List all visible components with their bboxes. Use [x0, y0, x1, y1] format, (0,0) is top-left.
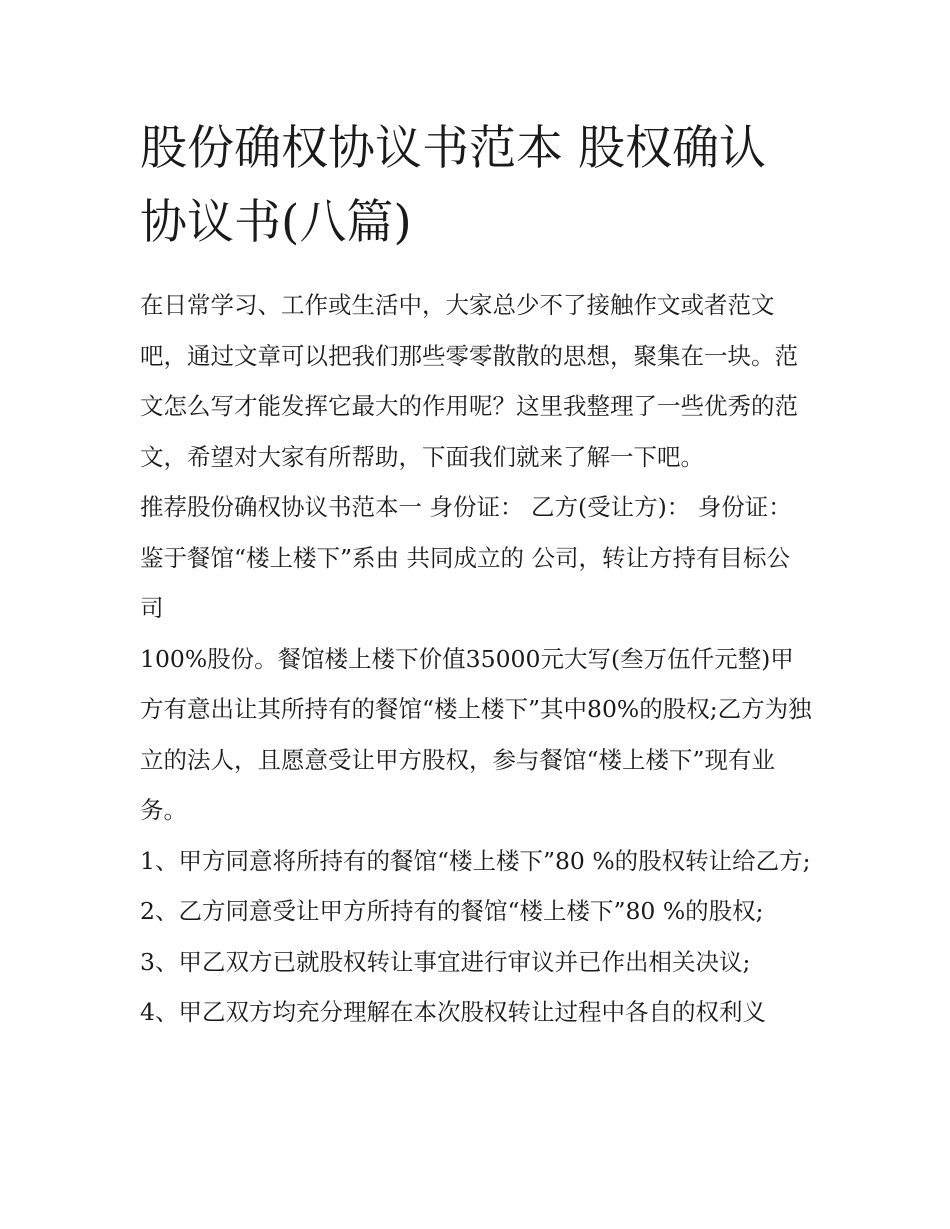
document-page [140, 112, 812, 1038]
paragraph-intro: 在日常学习、工作或生活中，大家总少不了接触作文或者范文吧，通过文章可以把我们那些零零散散的思想，聚集在一块。范文怎么写才能发挥它最大的作用呢？这里我整理了一些优秀的范文，希望对大家有所帮助，下面我们就来了解一下吧。 [140, 291, 798, 471]
paragraph-clause-3: 3、甲乙双方已就股权转让事宜进行审议并已作出相关决议; [140, 947, 751, 976]
document-title: 股份确权协议书范本 股权确认协议书(八篇) [140, 121, 766, 250]
paragraph-shares: 100%股份。餐馆楼上楼下价值35000元大写(叁万伍仟元整)甲方有意出让其所持有的餐馆“楼上楼下”其中80%的股权;乙方为独立的法人，且愿意受让甲方股权，参与餐馆“楼上楼下”现有业务。 [140, 644, 812, 824]
paragraph-clause-1-2: 1、甲方同意将所持有的餐馆“楼上楼下”80 %的股权转让给乙方; 2、乙方同意受让甲方所持有的餐馆“楼上楼下”80 %的股权; [140, 846, 811, 925]
paragraph-parties: 推荐股份确权协议书范本一 身份证： 乙方(受让方)： 身份证： 鉴于餐馆“楼上楼下”系由 共同成立的 公司，转让方持有目标公司 [140, 493, 792, 622]
paragraph-clause-4: 4、甲乙双方均充分理解在本次股权转让过程中各自的权利义 [140, 998, 766, 1026]
